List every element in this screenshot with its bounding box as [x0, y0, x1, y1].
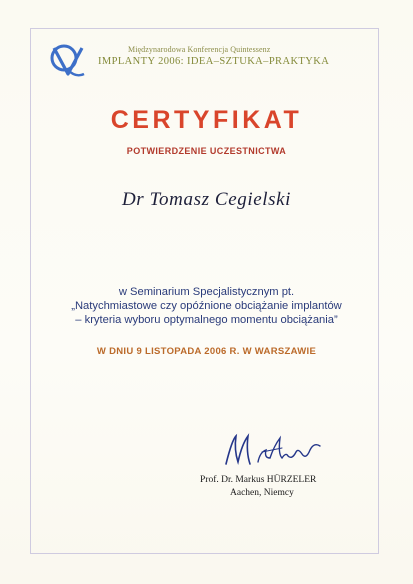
seminar-line-3: – kryteria wyboru optymalnego momentu obciążania” — [75, 314, 338, 326]
certificate-subtitle: POTWIERDZENIE UCZESTNICTWA — [126, 146, 287, 156]
quintessenz-logo-icon — [48, 40, 88, 80]
certificate-title: CERTYFIKAT — [110, 106, 303, 134]
seminar-line-1: w Seminarium Specjalistycznym pt. — [118, 286, 295, 298]
recipient-name: Dr Tomasz Cegielski — [121, 189, 292, 210]
seminar-line-2: „Natychmiastowe czy opóźnione obciążanie implantów — [71, 300, 342, 312]
conference-theme: IMPLANTY 2006: IDEA–SZTUKA–PRAKTYKA — [98, 56, 330, 67]
event-date-location: W DNIU 9 LISTOPADA 2006 R. W WARSZAWIE — [96, 346, 317, 357]
signatory-name: Prof. Dr. Markus HÜRZELER — [200, 475, 317, 485]
conference-name: Międzynarodowa Konferencja Quintessenz — [128, 45, 271, 54]
signatory-place: Aachen, Niemcy — [230, 488, 294, 498]
seminar-description — [0, 285, 413, 327]
handwritten-signature-icon — [222, 430, 324, 470]
